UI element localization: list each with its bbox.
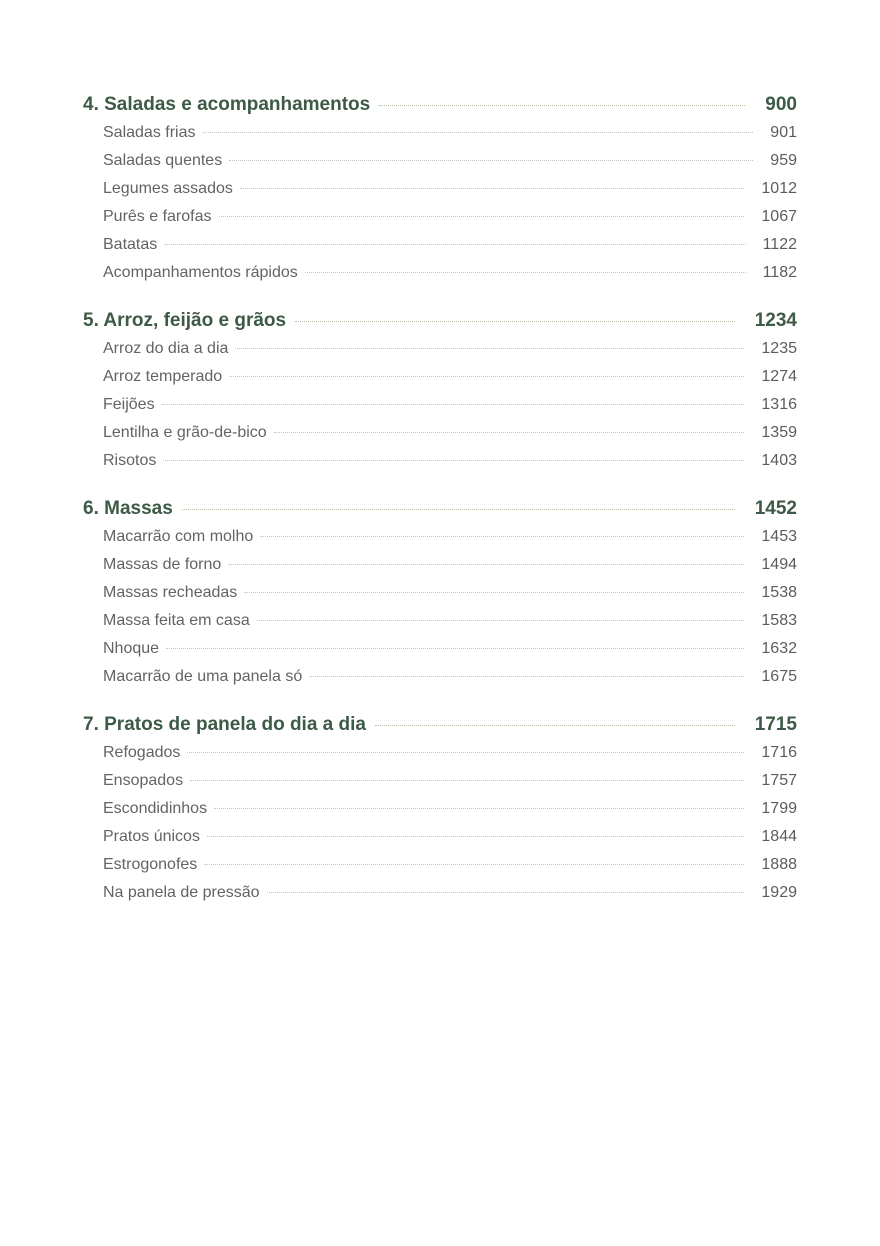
toc-entry[interactable] bbox=[103, 856, 797, 884]
toc-chapter-heading[interactable] bbox=[83, 310, 797, 340]
entry-page-number: 1799 bbox=[761, 800, 797, 817]
toc-entry[interactable] bbox=[103, 772, 797, 800]
table-of-contents bbox=[83, 94, 797, 930]
dot-leader bbox=[214, 808, 744, 809]
toc-entry[interactable] bbox=[103, 584, 797, 612]
entry-title: Feijões bbox=[103, 396, 155, 413]
entry-page-number: 1675 bbox=[761, 668, 797, 685]
toc-chapter bbox=[83, 714, 797, 912]
entry-page-number: 1538 bbox=[761, 584, 797, 601]
entry-title: Refogados bbox=[103, 744, 181, 761]
toc-entry[interactable] bbox=[103, 828, 797, 856]
chapter-page-number: 1452 bbox=[754, 498, 797, 519]
entry-title: Batatas bbox=[103, 236, 158, 253]
dot-leader bbox=[190, 780, 744, 781]
entry-title: Nhoque bbox=[103, 640, 160, 657]
dot-leader bbox=[240, 188, 745, 189]
entry-title: Massas recheadas bbox=[103, 584, 238, 601]
toc-entry-list bbox=[103, 528, 797, 696]
chapter-title: 5. Arroz, feijão e grãos bbox=[83, 310, 287, 331]
entry-page-number: 1359 bbox=[761, 424, 797, 441]
entry-page-number: 1888 bbox=[761, 856, 797, 873]
dot-leader bbox=[379, 105, 745, 106]
toc-chapter-heading[interactable] bbox=[83, 94, 797, 124]
entry-title: Purês e farofas bbox=[103, 208, 212, 225]
entry-title: Ensopados bbox=[103, 772, 184, 789]
dot-leader bbox=[219, 216, 745, 217]
entry-title: Escondidinhos bbox=[103, 800, 208, 817]
dot-leader bbox=[235, 348, 744, 349]
chapter-title: 4. Saladas e acompanhamentos bbox=[83, 94, 371, 115]
entry-page-number: 1757 bbox=[761, 772, 797, 789]
dot-leader bbox=[267, 892, 745, 893]
entry-title: Acompanhamentos rápidos bbox=[103, 264, 298, 281]
toc-chapter bbox=[83, 310, 797, 480]
dot-leader bbox=[305, 272, 746, 273]
entry-page-number: 1403 bbox=[761, 452, 797, 469]
entry-title: Massa feita em casa bbox=[103, 612, 250, 629]
toc-entry[interactable] bbox=[103, 452, 797, 480]
entry-title: Lentilha e grão-de-bico bbox=[103, 424, 267, 441]
toc-entry[interactable] bbox=[103, 236, 797, 264]
entry-page-number: 1274 bbox=[761, 368, 797, 385]
entry-title: Risotos bbox=[103, 452, 157, 469]
chapter-title: 7. Pratos de panela do dia a dia bbox=[83, 714, 366, 735]
dot-leader bbox=[257, 620, 745, 621]
entry-title: Pratos únicos bbox=[103, 828, 200, 845]
entry-title: Legumes assados bbox=[103, 180, 233, 197]
toc-entry[interactable] bbox=[103, 884, 797, 912]
toc-entry[interactable] bbox=[103, 264, 797, 292]
entry-page-number: 1929 bbox=[761, 884, 797, 901]
dot-leader bbox=[229, 376, 744, 377]
dot-leader bbox=[182, 509, 735, 510]
entry-title: Massas de forno bbox=[103, 556, 222, 573]
entry-page-number: 1122 bbox=[762, 236, 797, 253]
dot-leader bbox=[187, 752, 744, 753]
entry-page-number: 1844 bbox=[761, 828, 797, 845]
toc-entry[interactable] bbox=[103, 396, 797, 424]
toc-entry[interactable] bbox=[103, 556, 797, 584]
entry-page-number: 1494 bbox=[761, 556, 797, 573]
toc-entry[interactable] bbox=[103, 152, 797, 180]
entry-title: Macarrão de uma panela só bbox=[103, 668, 303, 685]
entry-title: Na panela de pressão bbox=[103, 884, 260, 901]
entry-page-number: 1067 bbox=[761, 208, 797, 225]
dot-leader bbox=[309, 676, 744, 677]
chapter-title: 6. Massas bbox=[83, 498, 173, 519]
toc-entry[interactable] bbox=[103, 800, 797, 828]
entry-title: Saladas quentes bbox=[103, 152, 223, 169]
entry-page-number: 1583 bbox=[761, 612, 797, 629]
entry-page-number: 1632 bbox=[761, 640, 797, 657]
toc-entry[interactable] bbox=[103, 368, 797, 396]
dot-leader bbox=[375, 725, 735, 726]
entry-page-number: 1012 bbox=[761, 180, 797, 197]
dot-leader bbox=[295, 321, 735, 322]
toc-entry[interactable] bbox=[103, 640, 797, 668]
toc-entry[interactable] bbox=[103, 180, 797, 208]
toc-entry[interactable] bbox=[103, 124, 797, 152]
entry-page-number: 1316 bbox=[761, 396, 797, 413]
entry-title: Saladas frias bbox=[103, 124, 196, 141]
toc-entry-list bbox=[103, 744, 797, 912]
dot-leader bbox=[207, 836, 744, 837]
toc-chapter bbox=[83, 94, 797, 292]
toc-entry-list bbox=[103, 124, 797, 292]
dot-leader bbox=[164, 244, 745, 245]
toc-entry[interactable] bbox=[103, 208, 797, 236]
toc-chapter bbox=[83, 498, 797, 696]
toc-entry-list bbox=[103, 340, 797, 480]
toc-chapter-heading[interactable] bbox=[83, 498, 797, 528]
dot-leader bbox=[203, 132, 754, 133]
toc-entry[interactable] bbox=[103, 668, 797, 696]
toc-entry[interactable] bbox=[103, 744, 797, 772]
entry-page-number: 1235 bbox=[761, 340, 797, 357]
toc-entry[interactable] bbox=[103, 528, 797, 556]
chapter-page-number: 1234 bbox=[754, 310, 797, 331]
entry-title: Estrogonofes bbox=[103, 856, 198, 873]
dot-leader bbox=[166, 648, 744, 649]
dot-leader bbox=[163, 460, 744, 461]
dot-leader bbox=[228, 564, 744, 565]
dot-leader bbox=[260, 536, 744, 537]
dot-leader bbox=[162, 404, 745, 405]
chapter-page-number: 900 bbox=[765, 94, 797, 115]
chapter-page-number: 1715 bbox=[754, 714, 797, 735]
entry-page-number: 959 bbox=[770, 152, 797, 169]
dot-leader bbox=[229, 160, 753, 161]
entry-page-number: 1716 bbox=[761, 744, 797, 761]
toc-entry[interactable] bbox=[103, 612, 797, 640]
toc-entry[interactable] bbox=[103, 424, 797, 452]
dot-leader bbox=[244, 592, 744, 593]
toc-entry[interactable] bbox=[103, 340, 797, 368]
toc-chapter-heading[interactable] bbox=[83, 714, 797, 744]
entry-title: Arroz temperado bbox=[103, 368, 223, 385]
entry-page-number: 1453 bbox=[761, 528, 797, 545]
entry-page-number: 1182 bbox=[762, 264, 797, 281]
dot-leader bbox=[204, 864, 744, 865]
entry-title: Macarrão com molho bbox=[103, 528, 254, 545]
dot-leader bbox=[274, 432, 745, 433]
entry-page-number: 901 bbox=[770, 124, 797, 141]
entry-title: Arroz do dia a dia bbox=[103, 340, 229, 357]
